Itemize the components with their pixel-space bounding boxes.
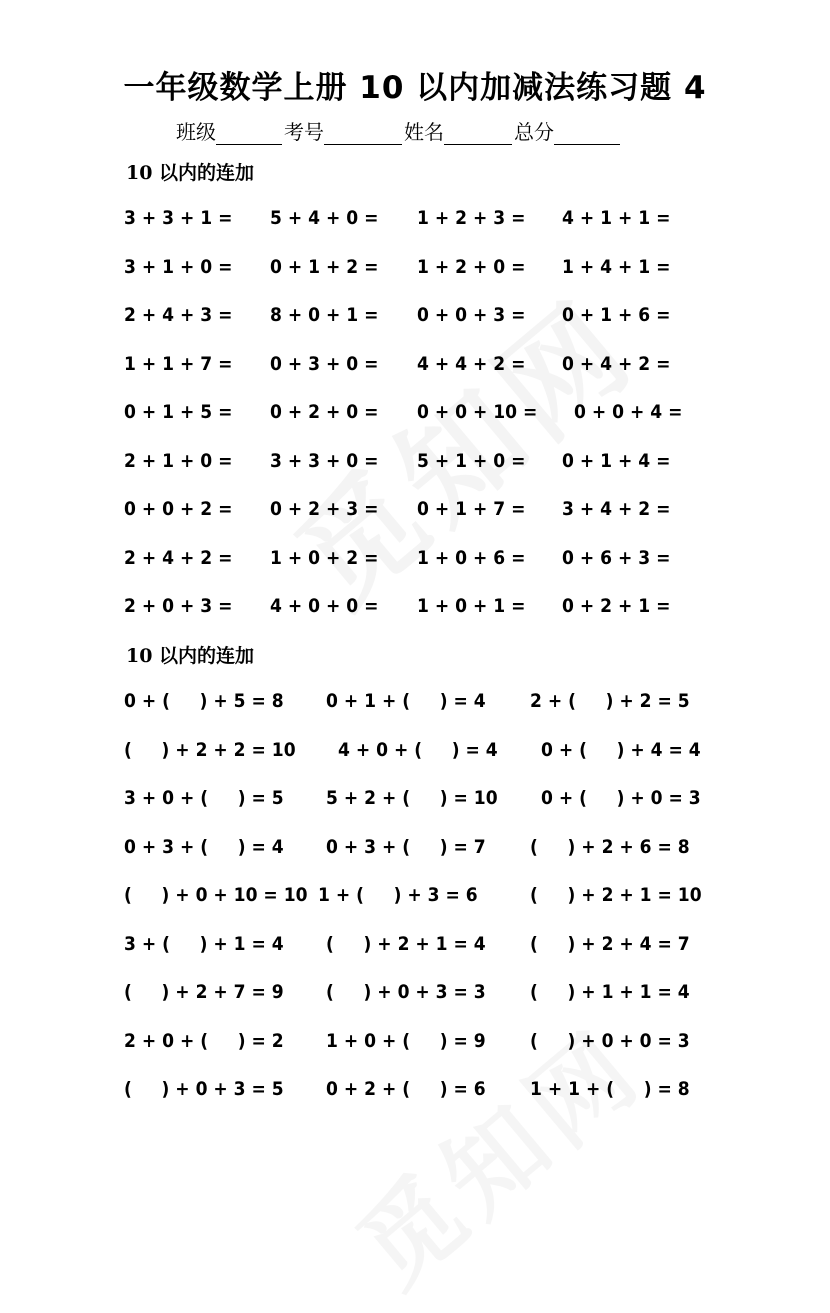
math-problem: 2 + 4 + 2 = [124,546,233,569]
math-problem: 3 + 4 + 2 = [562,498,671,520]
math-problem: 0 + 1 + 4 = [562,449,671,472]
problem-row [0,494,830,524]
name-blank [444,124,512,145]
math-problem: 2 + 4 + 3 = [124,304,233,326]
math-problem: 0 + 1 + 2 = [270,255,379,278]
math-problem: 0 + ( ) + 5 = 8 [124,690,284,712]
math-problem: ( ) + 2 + 6 = 8 [530,835,690,858]
math-problem: 1 + ( ) + 3 = 6 [318,884,478,906]
math-problem: 1 + 2 + 3 = [417,207,526,229]
name-label: 姓名 [404,120,444,144]
math-problem: 0 + 3 + 0 = [270,352,379,375]
math-problem: ( ) + 0 + 3 = 5 [124,1078,284,1100]
class-field [176,116,284,145]
math-problem: 1 + 0 + 6 = [417,546,526,569]
total-score-blank [554,124,620,145]
math-problem: 2 + 0 + ( ) = 2 [124,1029,284,1052]
problem-row [0,349,830,379]
total-score-field [514,116,622,145]
math-problem: 4 + 4 + 2 = [417,352,526,375]
math-problem: ( ) + 0 + 3 = 3 [326,981,486,1003]
math-problem: 0 + 2 + 3 = [270,498,379,520]
math-problem: 3 + 1 + 0 = [124,255,233,278]
math-problem: 5 + 1 + 0 = [417,449,526,472]
math-problem: 8 + 0 + 1 = [270,304,379,326]
math-problem: 0 + 0 + 4 = [574,401,683,423]
class-label: 班级 [176,120,216,144]
section-1-title: 10 以内的连加 [126,162,255,184]
math-problem: 0 + 0 + 2 = [124,498,233,520]
math-problem: 0 + ( ) + 4 = 4 [541,738,701,761]
math-problem: 2 + 1 + 0 = [124,449,233,472]
math-problem: 0 + 0 + 10 = [417,401,538,423]
math-problem: 0 + 3 + ( ) = 7 [326,835,486,858]
section-2-title: 10 以内的连加 [126,645,255,667]
problem-row [0,446,830,476]
math-problem: 2 + ( ) + 2 = 5 [530,690,690,712]
math-problem: 1 + 0 + 1 = [417,595,526,617]
math-problem: 1 + 1 + 7 = [124,352,233,375]
exam-number-blank [324,124,402,145]
math-problem: 0 + 2 + 0 = [270,401,379,423]
math-problem: 4 + 1 + 1 = [562,207,671,229]
problem-row [0,543,830,573]
math-problem: 0 + 0 + 3 = [417,304,526,326]
problem-row [0,783,830,813]
page-title: 一年级数学上册 10 以内加减法练习题 4 [123,70,707,106]
student-info-line [176,116,622,145]
problem-row [0,591,830,621]
math-problem: 0 + 1 + 7 = [417,498,526,520]
math-problem: 0 + 2 + ( ) = 6 [326,1078,486,1100]
total-score-label: 总分 [514,120,554,144]
math-problem: ( ) + 0 + 0 = 3 [530,1029,690,1052]
exam-number-label: 考号 [284,120,324,144]
math-problem: ( ) + 0 + 10 = 10 [124,884,308,906]
problem-row [0,397,830,427]
math-problem: ( ) + 2 + 7 = 9 [124,981,284,1003]
problem-row [0,1074,830,1104]
math-problem: ( ) + 2 + 1 = 10 [530,884,702,906]
problem-row [0,832,830,862]
problem-row [0,929,830,959]
math-problem: ( ) + 2 + 2 = 10 [124,738,296,761]
math-problem: 4 + 0 + ( ) = 4 [338,738,498,761]
math-problem: 0 + 1 + ( ) = 4 [326,690,486,712]
math-problem: 1 + 0 + 2 = [270,546,379,569]
math-problem: 3 + ( ) + 1 = 4 [124,932,284,955]
exam-number-field [284,116,404,145]
problem-row [0,252,830,282]
name-field [404,116,514,145]
problem-row [0,300,830,330]
math-problem: 3 + 3 + 1 = [124,207,233,229]
math-problem: 1 + 2 + 0 = [417,255,526,278]
problem-row [0,686,830,716]
math-problem: 3 + 0 + ( ) = 5 [124,787,284,809]
math-problem: 0 + 1 + 6 = [562,304,671,326]
math-problem: 0 + 6 + 3 = [562,546,671,569]
problem-row [0,735,830,765]
math-problem: 5 + 2 + ( ) = 10 [326,787,498,809]
problem-row [0,977,830,1007]
math-problem: 0 + 3 + ( ) = 4 [124,835,284,858]
math-problem: 0 + 4 + 2 = [562,352,671,375]
math-problem: 0 + 1 + 5 = [124,401,233,423]
math-problem: 2 + 0 + 3 = [124,595,233,617]
math-problem: ( ) + 1 + 1 = 4 [530,981,690,1003]
problem-row [0,880,830,910]
problem-row [0,1026,830,1056]
math-problem: 5 + 4 + 0 = [270,207,379,229]
math-problem: 1 + 1 + ( ) = 8 [530,1078,690,1100]
problem-row [0,203,830,233]
math-problem: 1 + 0 + ( ) = 9 [326,1029,486,1052]
math-problem: 4 + 0 + 0 = [270,595,379,617]
math-problem: 0 + 2 + 1 = [562,595,671,617]
class-blank [216,124,282,145]
math-problem: 3 + 3 + 0 = [270,449,379,472]
math-problem: ( ) + 2 + 4 = 7 [530,932,690,955]
math-problem: 0 + ( ) + 0 = 3 [541,787,701,809]
math-problem: 1 + 4 + 1 = [562,255,671,278]
math-problem: ( ) + 2 + 1 = 4 [326,932,486,955]
